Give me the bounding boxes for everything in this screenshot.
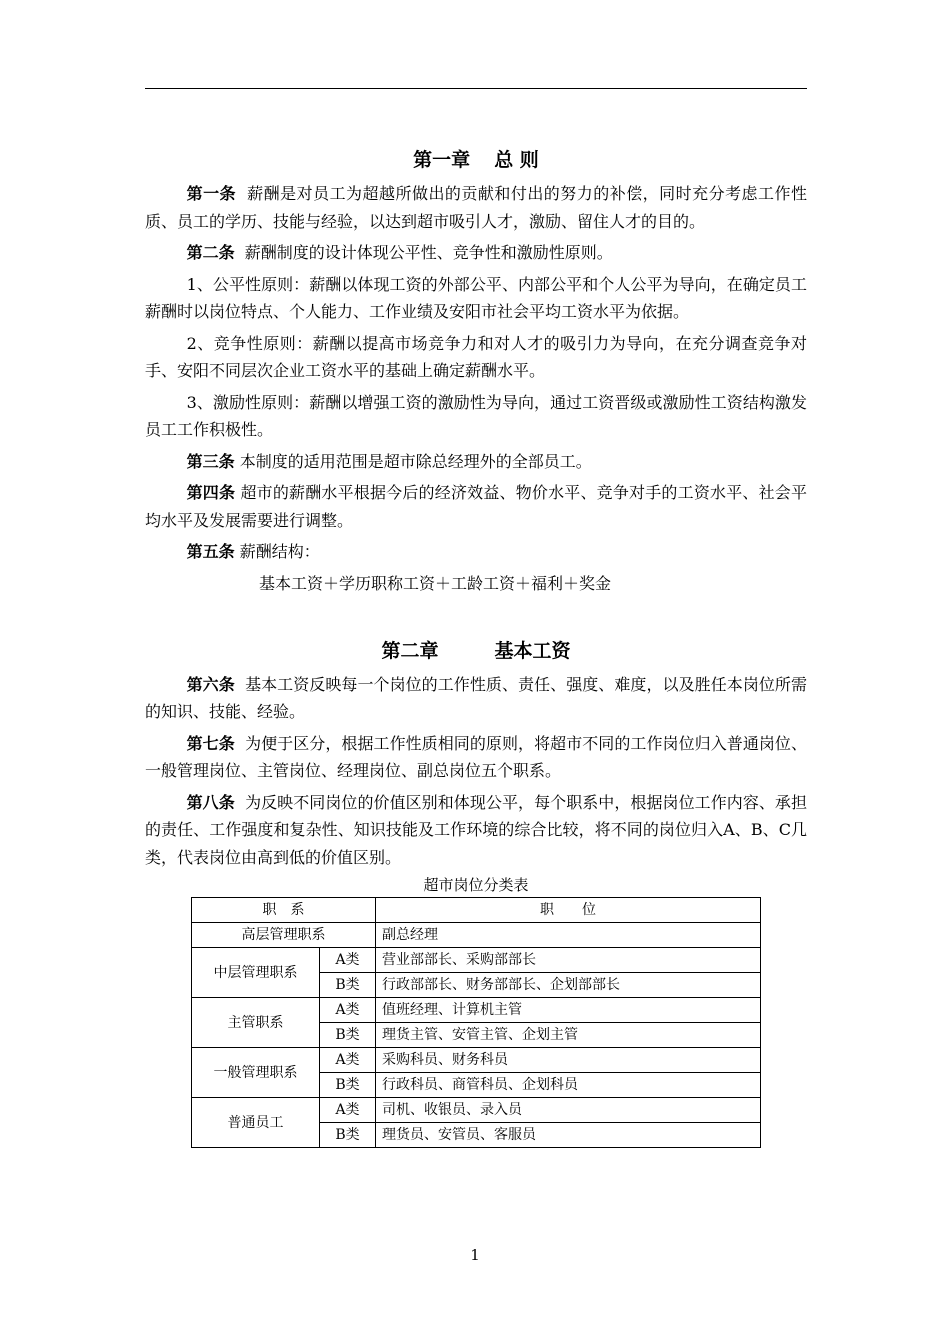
article-text: 薪酬结构：: [239, 542, 320, 561]
article-5: [145, 538, 807, 566]
table-header-row: [192, 898, 761, 923]
principle-incentive: 3、激励性原则：薪酬以增强工资的激励性为导向，通过工资晋级或激励性工资结构激发员工工作积极性。: [145, 392, 807, 439]
article-label: 第一条: [186, 184, 237, 203]
chapter-2-name: 基本工资: [494, 639, 571, 662]
class-cell: B类: [320, 1073, 376, 1098]
header-rule: [145, 88, 807, 89]
chapter-2-title: [145, 631, 807, 671]
article-text: 基本工资反映每一个岗位的工作性质、责任、强度、难度，以及胜任本岗位所需的知识、技能、经验。: [145, 674, 807, 721]
article-label: 第五条: [186, 542, 235, 561]
table-caption: 超市岗位分类表: [423, 876, 529, 894]
table-row: [192, 923, 761, 948]
position-cell: 采购科员、财务科员: [376, 1048, 761, 1073]
position-cell: 行政科员、商管科员、企划科员: [376, 1073, 761, 1098]
chapter-2-number: 第二章: [381, 639, 439, 662]
article-text: 为反映不同岗位的价值区别和体现公平，每个职系中，根据岗位工作内容、承担的责任、工作强度和复杂性、知识技能及工作环境的综合比较，将不同的岗位归入A、B、C几类，代表岗位由高到低的价值区别。: [145, 792, 807, 867]
page-number: 1: [470, 1246, 480, 1264]
table-row: [192, 948, 761, 973]
position-cell: 理货主管、安管主管、企划主管: [376, 1023, 761, 1048]
chapter-1-title: [145, 140, 807, 180]
article-2: [145, 239, 807, 267]
header-position: 职 位: [376, 898, 761, 923]
article-4: [145, 479, 807, 534]
article-3: [145, 448, 807, 476]
article-text: 薪酬是对员工为超越所做出的贡献和付出的努力的补偿，同时充分考虑工作性质、员工的学历、技能与经验，以达到超市吸引人才，激励、留住人才的目的。: [145, 184, 807, 231]
position-cell: 副总经理: [376, 923, 761, 948]
document-body: [145, 140, 807, 1148]
position-cell: 值班经理、计算机主管: [376, 998, 761, 1023]
position-classification-table: [191, 897, 761, 1148]
series-cell: 主管职系: [192, 998, 320, 1048]
class-cell: A类: [320, 948, 376, 973]
class-cell: A类: [320, 1098, 376, 1123]
article-1: [145, 180, 807, 235]
salary-formula: 基本工资＋学历职称工资＋工龄工资＋福利＋奖金: [259, 573, 612, 593]
series-cell: 一般管理职系: [192, 1048, 320, 1098]
article-text: 薪酬制度的设计体现公平性、竞争性和激励性原则。: [244, 243, 613, 262]
series-cell: 中层管理职系: [192, 948, 320, 998]
article-text: 本制度的适用范围是超市除总经理外的全部员工。: [239, 451, 592, 471]
series-cell: 普通员工: [192, 1098, 320, 1148]
chapter-1-name: 总 则: [494, 149, 539, 171]
class-cell: B类: [320, 1123, 376, 1148]
article-text: 为便于区分，根据工作性质相同的原则，将超市不同的工作岗位归入普通岗位、一般管理岗位、主管岗位、经理岗位、副总岗位五个职系。: [145, 733, 807, 780]
principle-fairness: 1、公平性原则：薪酬以体现工资的外部公平、内部公平和个人公平为导向，在确定员工薪酬时以岗位特点、个人能力、工作业绩及安阳市社会平均工资水平为依据。: [145, 274, 807, 321]
position-cell: 司机、收银员、录入员: [376, 1098, 761, 1123]
table-row: [192, 1098, 761, 1123]
table-row: [192, 1048, 761, 1073]
position-cell: 营业部部长、采购部部长: [376, 948, 761, 973]
class-cell: B类: [320, 1023, 376, 1048]
class-cell: A类: [320, 1048, 376, 1073]
article-label: 第六条: [186, 674, 235, 694]
article-text: 超市的薪酬水平根据今后的经济效益、物价水平、竞争对手的工资水平、社会平均水平及发展需要进行调整。: [145, 483, 807, 530]
article-label: 第二条: [186, 243, 235, 262]
position-cell: 理货员、安管员、客服员: [376, 1123, 761, 1148]
article-8: [145, 789, 807, 872]
article-label: 第八条: [186, 792, 235, 812]
article-7: [145, 730, 807, 785]
table-row: [192, 998, 761, 1023]
principle-competitiveness: 2、竞争性原则：薪酬以提高市场竞争力和对人才的吸引力为导向，在充分调查竞争对手、安阳不同层次企业工资水平的基础上确定薪酬水平。: [145, 333, 807, 380]
chapter-1-number: 第一章: [413, 149, 471, 171]
header-series: 职 系: [192, 898, 376, 923]
article-label: 第七条: [186, 733, 235, 753]
article-label: 第四条: [186, 483, 236, 502]
series-cell: 高层管理职系: [192, 923, 376, 948]
section-gap: [145, 597, 807, 631]
class-cell: B类: [320, 973, 376, 998]
position-cell: 行政部部长、财务部部长、企划部部长: [376, 973, 761, 998]
class-cell: A类: [320, 998, 376, 1023]
article-label: 第三条: [186, 451, 235, 471]
article-6: [145, 671, 807, 726]
